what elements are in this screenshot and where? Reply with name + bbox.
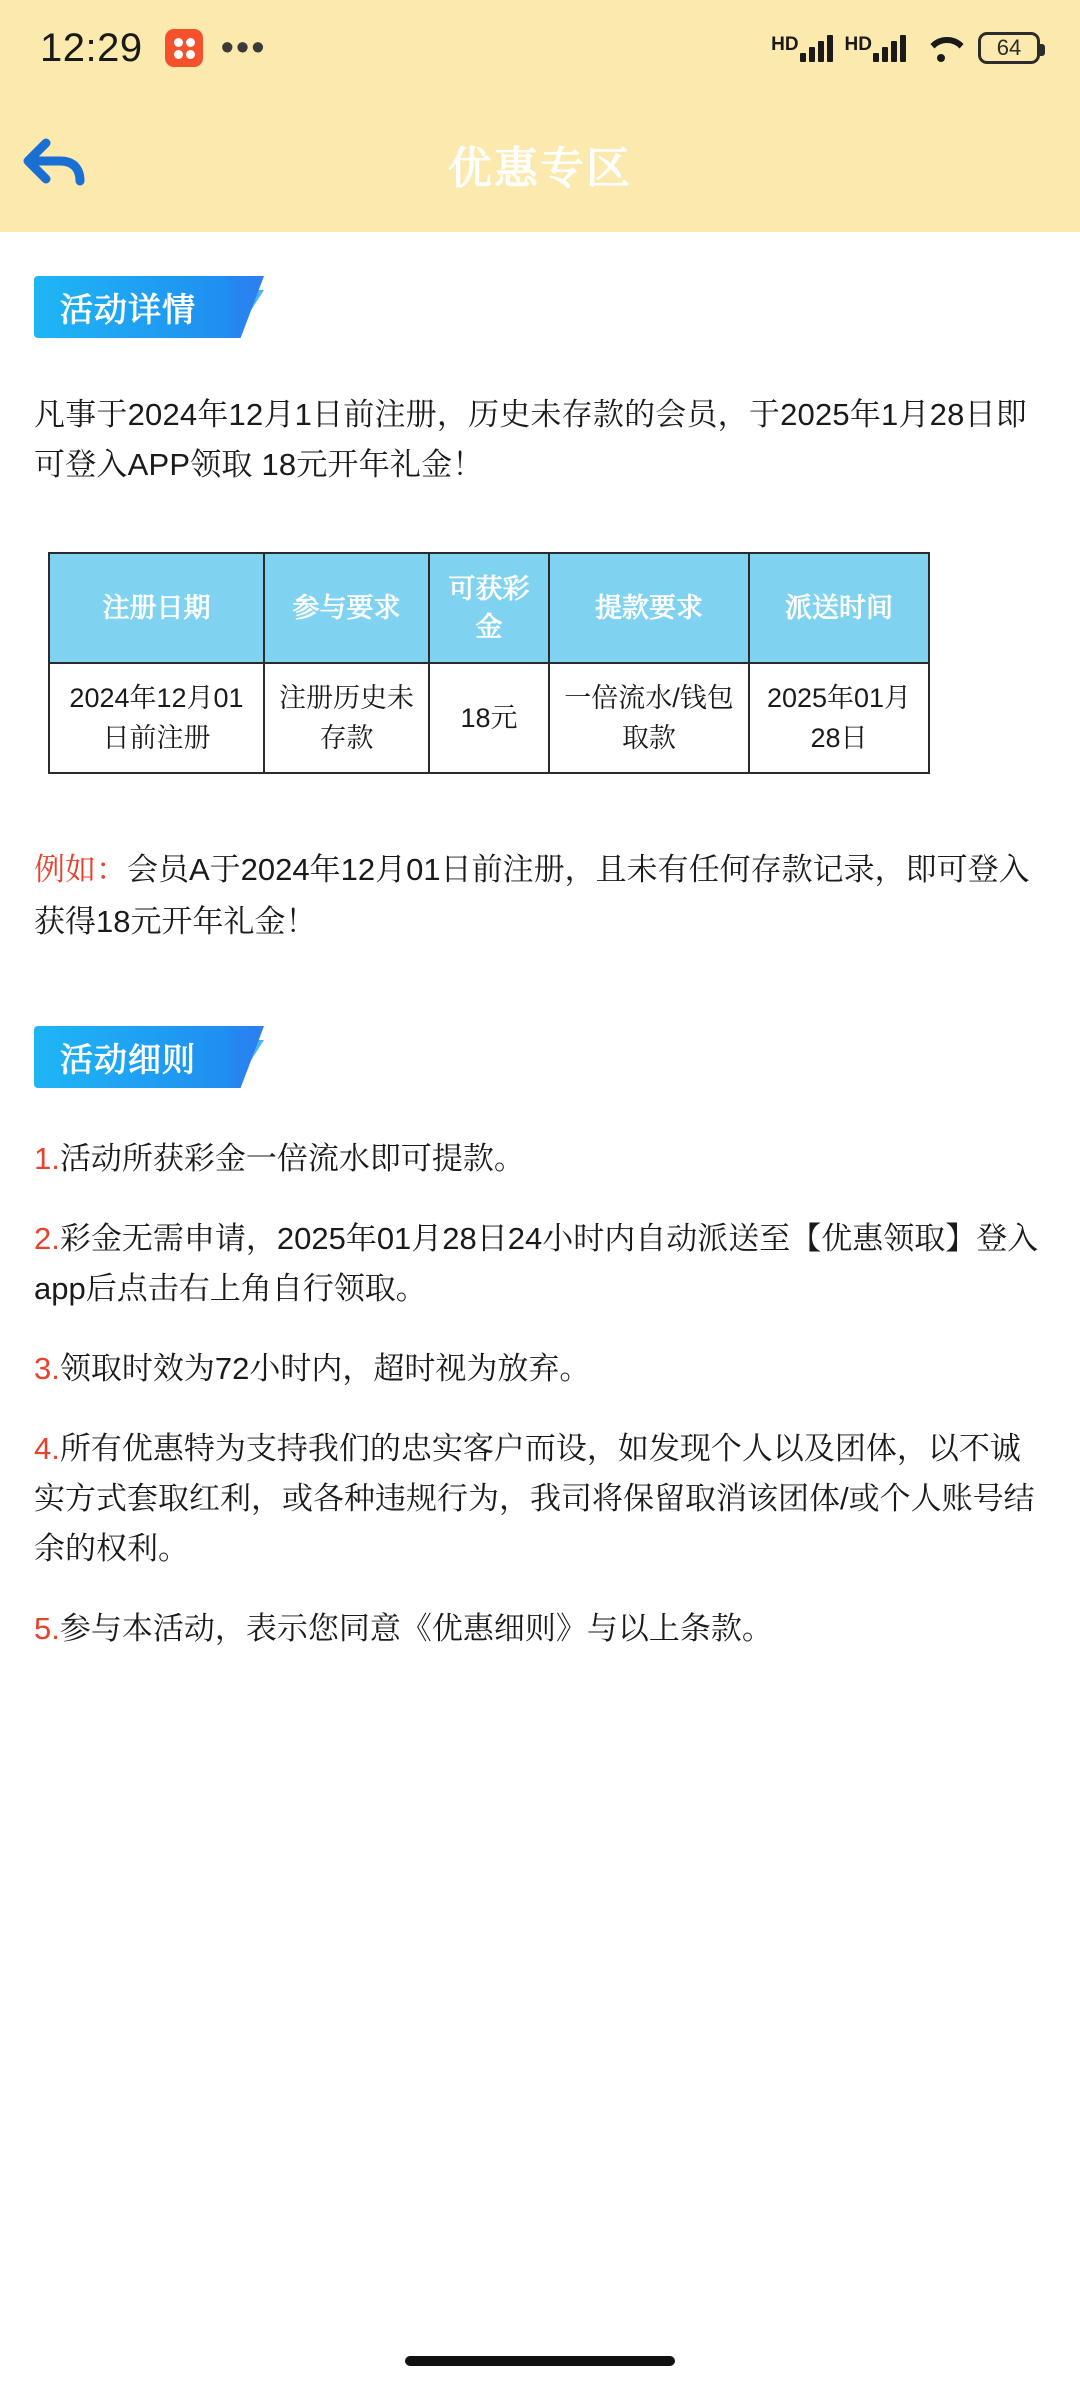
signal-bars-icon-2 <box>873 35 906 62</box>
section-header-rules <box>34 1026 230 1088</box>
rule-item <box>34 1424 1046 1574</box>
wifi-icon <box>924 35 958 61</box>
ribbon-body-detail <box>34 276 230 338</box>
table-cell: 18元 <box>429 663 549 773</box>
status-time: 12:29 <box>40 25 143 70</box>
status-bar <box>0 0 1080 96</box>
rule-item <box>34 1134 1046 1184</box>
promo-table <box>48 552 930 774</box>
table-header-cell: 提款要求 <box>549 553 749 663</box>
rule-text: 参与本活动，表示您同意《优惠细则》与以上条款。 <box>59 1611 773 1646</box>
intro-paragraph: 凡事于2024年12月1日前注册，历史未存款的会员，于2025年1月28日即可登入APP领取 18元开年礼金！ <box>34 397 1027 482</box>
table-header-cell: 派送时间 <box>749 553 929 663</box>
rule-text: 所有优惠特为支持我们的忠实客户而设，如发现个人以及团体，以不诚实方式套取红利，或各种违规行为，我司将保留取消该团体/或个人账号结余的权利。 <box>34 1431 1035 1566</box>
signal-2-group <box>845 35 906 62</box>
more-dots-icon: ••• <box>220 27 267 69</box>
example-text: 会员A于2024年12月01日前注册，且未有任何存款记录，即可登入获得18元开年礼金！ <box>34 852 1030 939</box>
section-title-detail: 活动详情 <box>60 290 196 328</box>
table-header-row <box>49 553 929 663</box>
rule-item <box>34 1604 1046 1654</box>
hd-label-1: HD <box>771 33 799 55</box>
table-header-cell: 可获彩金 <box>429 553 549 663</box>
example-paragraph <box>34 844 1046 948</box>
home-indicator[interactable] <box>405 2356 675 2366</box>
rule-item <box>34 1344 1046 1394</box>
rule-text: 活动所获彩金一倍流水即可提款。 <box>59 1141 525 1176</box>
battery-level-label: 64 <box>996 35 1022 60</box>
rules-list <box>34 1134 1046 1654</box>
rule-number: 1. <box>34 1141 60 1176</box>
battery-icon <box>978 32 1040 64</box>
signal-bars-icon-1 <box>800 35 833 62</box>
status-icons <box>771 32 1040 64</box>
table-header-cell: 参与要求 <box>264 553 429 663</box>
page-content <box>0 232 1080 1654</box>
rule-number: 3. <box>34 1351 60 1386</box>
section-header-detail <box>34 276 230 338</box>
signal-1-group <box>771 35 832 62</box>
page-title: 优惠专区 <box>448 144 632 193</box>
grid-app-icon <box>165 29 203 67</box>
rule-number: 4. <box>34 1431 60 1466</box>
table-row <box>49 663 929 773</box>
table-cell: 2025年01月28日 <box>749 663 929 773</box>
app-header <box>0 96 1080 232</box>
hd-label-2: HD <box>844 33 872 55</box>
ribbon-body-rules <box>34 1026 230 1088</box>
rule-number: 2. <box>34 1221 60 1256</box>
table-cell: 注册历史未存款 <box>264 663 429 773</box>
table-header-cell: 注册日期 <box>49 553 264 663</box>
section-title-rules: 活动细则 <box>60 1040 196 1078</box>
table-cell: 2024年12月01日前注册 <box>49 663 264 773</box>
example-label: 例如： <box>34 852 127 887</box>
rule-text: 领取时效为72小时内，超时视为放弃。 <box>59 1351 591 1386</box>
rule-item <box>34 1214 1046 1314</box>
rule-number: 5. <box>34 1611 60 1646</box>
table-cell: 一倍流水/钱包取款 <box>549 663 749 773</box>
rule-text: 彩金无需申请，2025年01月28日24小时内自动派送至【优惠领取】登入app后点击右上角自行领取。 <box>34 1221 1039 1306</box>
